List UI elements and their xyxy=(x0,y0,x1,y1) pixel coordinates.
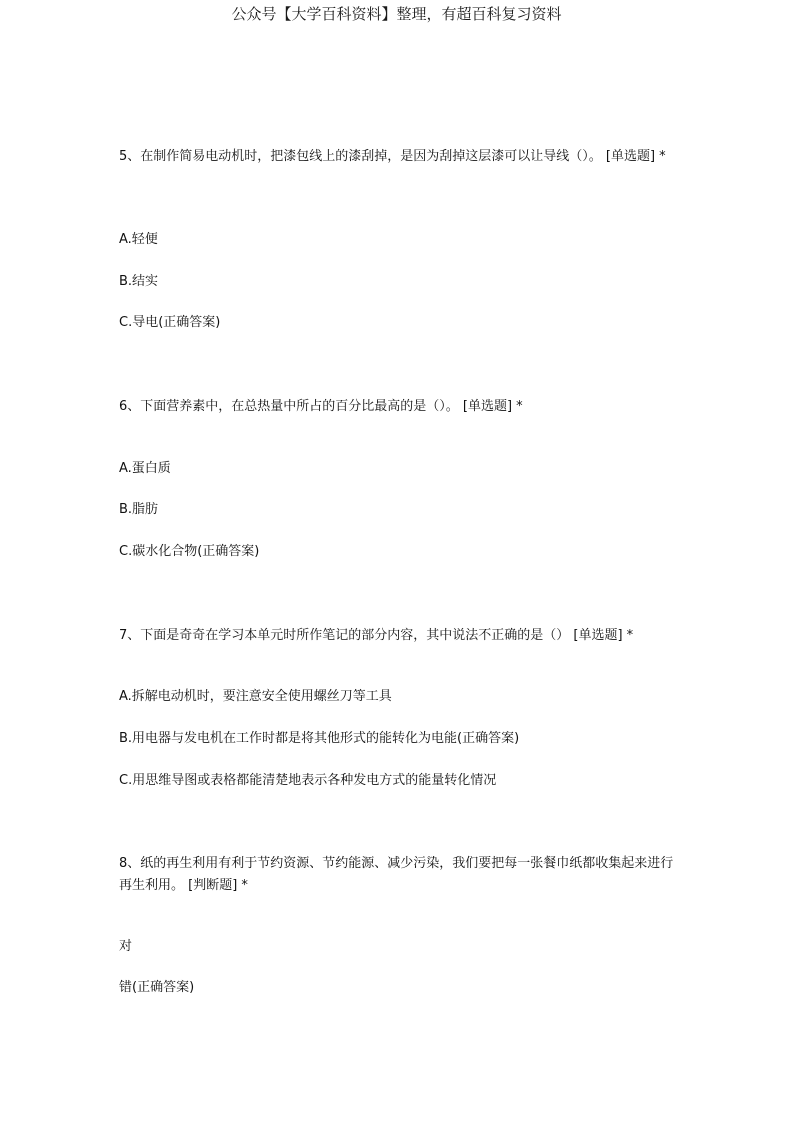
question-7-option-b[interactable]: B.用电器与发电机在工作时都是将其他形式的能转化为电能(正确答案) xyxy=(119,731,520,746)
question-5-option-c[interactable]: C.导电(正确答案) xyxy=(119,315,221,330)
question-7-option-a[interactable]: A.拆解电动机时，要注意安全使用螺丝刀等工具 xyxy=(119,689,392,704)
question-5-option-a[interactable]: A.轻便 xyxy=(119,232,158,247)
question-8-option-true[interactable]: 对 xyxy=(119,939,133,954)
question-5-text: 5、在制作简易电动机时，把漆包线上的漆刮掉，是因为刮掉这层漆可以让导线（）。 [单选题] * xyxy=(119,149,666,164)
question-7-text: 7、下面是奇奇在学习本单元时所作笔记的部分内容，其中说法不正确的是（） [单选题] * xyxy=(119,628,634,643)
question-6-text: 6、下面营养素中，在总热量中所占的百分比最高的是（）。 [单选题] * xyxy=(119,399,523,414)
question-7-option-c[interactable]: C.用思维导图或表格都能清楚地表示各种发电方式的能量转化情况 xyxy=(119,773,497,788)
page-header: 公众号【大学百科资料】整理，有超百科复习资料 xyxy=(231,5,562,23)
question-6-option-a[interactable]: A.蛋白质 xyxy=(119,461,171,476)
question-8-option-false[interactable]: 错(正确答案) xyxy=(119,980,195,995)
question-6-option-b[interactable]: B.脂肪 xyxy=(119,502,159,517)
question-5-option-b[interactable]: B.结实 xyxy=(119,274,159,289)
question-8-text: 8、纸的再生利用有利于节约资源、节约能源、减少污染，我们要把每一张餐巾纸都收集起来进行再生利用。 [判断题] * xyxy=(119,856,674,893)
question-6-option-c[interactable]: C.碳水化合物(正确答案) xyxy=(119,544,260,559)
